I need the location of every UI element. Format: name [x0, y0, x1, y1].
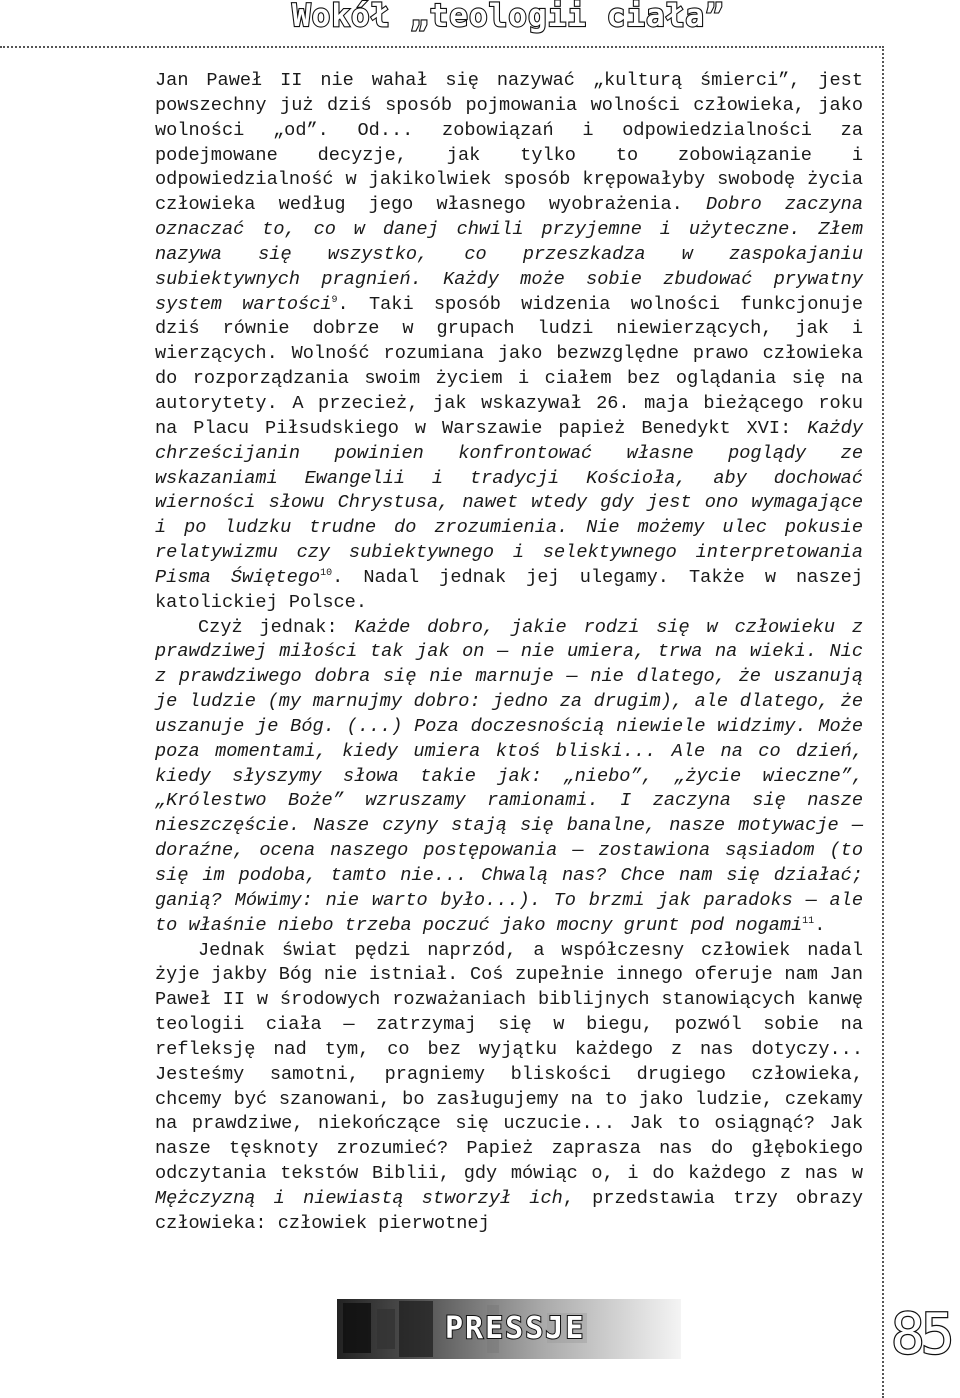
paragraph-1-quote-b: Każdy chrześcijanin powinien konfrontować własne poglądy ze wskazaniami Ewangelii i tradycji Kościoła, aby dochować wierności słowu Chrystusa, nawet wtedy gdy jest ono wymagające i po ludzku trudne do zrozumienia. Nie możemy ulec pokusie relatywizmu czy subiektywnego i selektywnego interpretowania Pisma Świętego — [155, 417, 863, 588]
paragraph-3-text-a: Jednak świat pędzi naprzód, a współczesny człowiek nadal żyje jakby Bóg nie istniał. Coś zupełnie innego oferuje nam Jan Paweł II w środowych rozważaniach biblijnych stanowiących kanwę teologii ciała — zatrzymaj się w biegu, pozwól sobie na refleksję nad tym, co bez wyjątku każdego z nas dotyczy... Jesteśmy samotni, pragniemy bliskości drugiego człowieka, chcemy być szanowani, bo zasługujemy na to jako ludzie, czekamy na prawdziwe, niekończące się uczucie... Jak to osiągnąć? Jak nasze tęsknoty zrozumieć? Papież zaprasza nas do głębokiego odczytania tekstów Biblii, gdy mówiąc o, i do każdego z nas w — [155, 939, 863, 1185]
logo-wordmark: PRESSJE — [445, 1311, 586, 1346]
paragraph-3-title: Mężczyzną i niewiastą stworzył ich — [155, 1187, 563, 1209]
footnote-ref-11[interactable]: 11 — [802, 915, 815, 927]
paragraph-1-text-c: . Nadal jednak jej ulegamy. Także w naszej katolickiej Polsce. — [155, 566, 863, 613]
page-number: 85 — [891, 1302, 951, 1367]
running-header-title: Wokół „teologii ciała” — [292, 0, 725, 34]
footnote-ref-9[interactable]: 9 — [331, 294, 338, 306]
paragraph-2 — [155, 616, 863, 939]
side-dotted-rule — [882, 46, 884, 1398]
paragraph-3 — [155, 939, 863, 1237]
running-header — [0, 0, 884, 44]
footnote-ref-10[interactable]: 10 — [320, 567, 333, 579]
paragraph-2-text-a: Czyż jednak: — [198, 616, 355, 638]
header-dotted-rule — [0, 46, 884, 48]
paragraph-1-text-b: . Taki sposób widzenia wolności funkcjonuje dziś równie dobrze w grupach ludzi niewierzących, jak i wierzących. Wolność rozumiana jako bezwzględne prawo człowieka do rozporządzania swoim życiem i ciałem bez oglądania się na autorytety. A przecież, jak wskazywał 26. maja bieżącego roku na Placu Piłsudskiego w Warszawie papież Benedykt XVI: — [155, 293, 864, 439]
paragraph-1-text-a: Jan Paweł II nie wahał się nazywać „kulturą śmierci”, jest powszechny już dziś sposób pojmowania wolności człowieka, jako wolności „od”. Od... zobowiązań i odpowiedzialności za podejmowane decyzje, jak tylko to zobowiązanie i odpowiedzialność w jakikolwiek sposób krępowałyby swobodę życia człowieka według jego własnego wyobrażenia. — [155, 70, 863, 216]
paragraph-1 — [155, 69, 863, 616]
paragraph-1-quote-a: Dobro zaczyna oznaczać to, co w danej chwili przyjemne i użyteczne. Złem nazywa się wszystko, co przeszkadza w zaspokajaniu subiektywnych pragnień. Każdy może sobie zbudować prywatny system wartości — [155, 194, 863, 315]
article-body — [155, 69, 863, 1237]
pressje-logo — [337, 1299, 681, 1359]
paragraph-2-quote: Każde dobro, jakie rodzi się w człowieku z prawdziwej miłości tak jak on — nie umiera, trwa na wieki. Nic z prawdziwego dobra się nie marnuje — nie dlatego, że uszanują je ludzie (my marnujmy dobro: jedno za drugim), ale dlatego, że uszanuje je Bóg. (...) Poza doczesnością niewiele widzimy. Może poza momentami, kiedy umiera ktoś bliski... Ale na co dzień, kiedy słyszymy słowa takie jak: „niebo”, „życie wieczne”, „Królestwo Boże” wzruszamy ramionami. I zaczyna się nasze nieszczęście. Nasze czyny stają się banalne, nasze motywacje — doraźne, ocena naszego postępowania — zostawiona sąsiadom (to się im podoba, tamto nie... Chwalą nas? Chce nam się działać; ganią? Mówimy: nie warto było...). To brzmi jak paradoks — ale to właśnie niebo trzeba poczuć jako mocny grunt pod nogami — [155, 616, 864, 936]
paragraph-3-text-b: , przedstawia trzy obrazy człowieka: człowiek pierwotnej — [155, 1187, 864, 1234]
paragraph-2-text-b: . — [814, 914, 826, 936]
